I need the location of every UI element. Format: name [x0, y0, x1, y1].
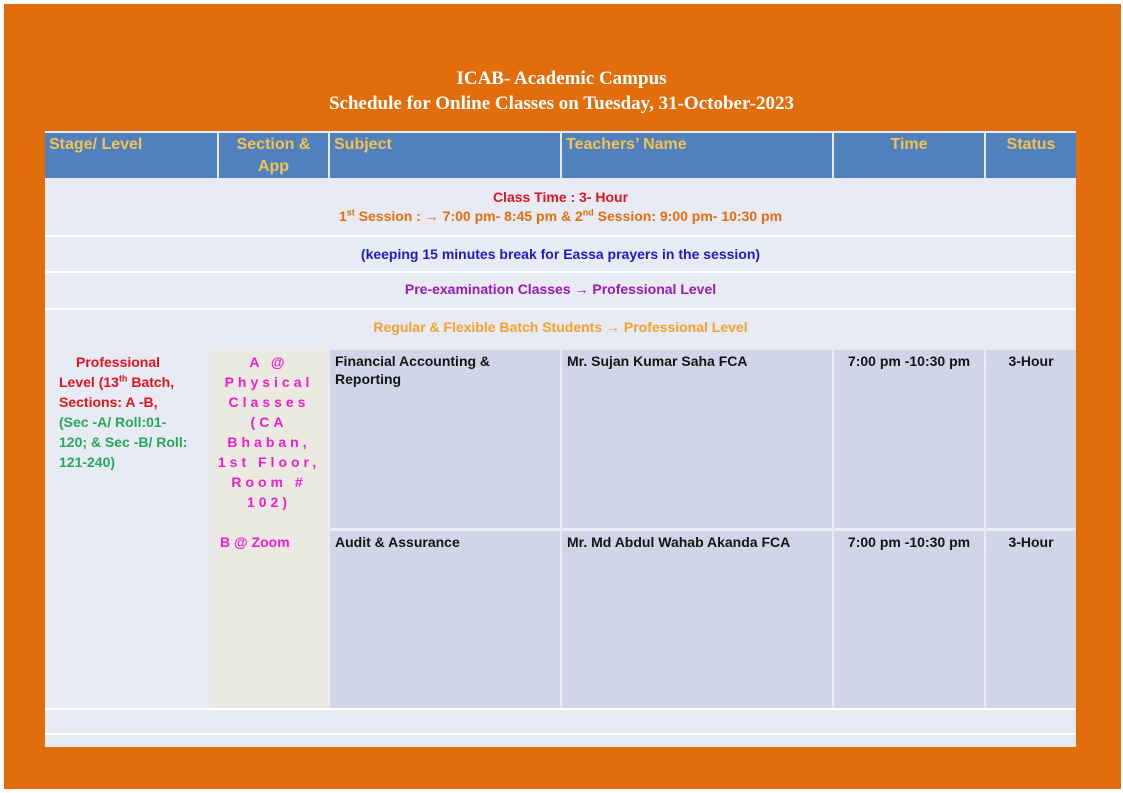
subject-text: Financial Accounting & Reporting: [335, 353, 491, 387]
stage-level: Professional Level (13th Batch, Sections: A -B, (Sec -A/ Roll:01- 120; & Sec -B/ Roll: 121-240): [59, 352, 209, 472]
teacher-cell: [562, 531, 832, 708]
page-title: ICAB- Academic Campus: [456, 68, 667, 89]
divider: [45, 733, 1076, 735]
page-subtitle: Schedule for Online Classes on Tuesday, 31-October-2023: [328, 93, 795, 114]
stage-roll: (Sec -A/ Roll:01-: [59, 414, 167, 430]
stage-batch: Level (13th Batch,: [59, 373, 175, 390]
header-teacher: Teachers’ Name: [562, 133, 832, 178]
status-cell: [986, 531, 1076, 708]
header-subject: Subject: [330, 133, 560, 178]
header-time: Time: [834, 133, 984, 178]
stage-sections: Sections: A -B,: [59, 394, 158, 410]
teacher-name: Mr. Md Abdul Wahab Akanda FCA: [567, 534, 791, 550]
header-status: Status: [986, 133, 1076, 178]
header-section: Section & App: [219, 133, 328, 178]
subject-cell: [330, 531, 560, 708]
time-value: 7:00 pm -10:30 pm: [847, 534, 971, 550]
section-a: A @ Physical Classes (CA Bhaban, 1st Floor, Room # 102): [217, 354, 321, 510]
regular-batch-band: Regular & Flexible Batch Students → Professional Level: [373, 319, 748, 335]
divider: [45, 308, 1076, 310]
header-stage: Stage/ Level: [45, 133, 217, 178]
time-value: 7:00 pm -10:30 pm: [847, 353, 971, 369]
class-time-label: Class Time : 3- Hour: [492, 189, 629, 205]
session-times: 1st Session : → 7:00 pm- 8:45 pm & 2nd Session: 9:00 pm- 10:30 pm: [338, 207, 783, 224]
subject-text: Audit & Assurance: [335, 534, 460, 550]
teacher-cell: [562, 350, 832, 528]
schedule-table: [45, 131, 1076, 747]
status-value: 3-Hour: [1008, 353, 1054, 369]
status-cell: [986, 350, 1076, 528]
divider: [45, 235, 1076, 237]
pre-exam-band: Pre-examination Classes → Professional Level: [404, 281, 717, 297]
section-b: B @ Zoom: [220, 534, 290, 550]
stage-roll: 121-240): [59, 454, 116, 470]
teacher-name: Mr. Sujan Kumar Saha FCA: [567, 353, 748, 369]
divider: [45, 271, 1076, 273]
time-cell: [834, 531, 984, 708]
stage-roll: 120; & Sec -B/ Roll:: [59, 434, 188, 450]
divider: [45, 708, 1076, 710]
break-note: (keeping 15 minutes break for Eassa prayers in the session): [360, 246, 761, 262]
status-value: 3-Hour: [1008, 534, 1054, 550]
class-time-band: [45, 188, 1076, 226]
time-cell: [834, 350, 984, 528]
